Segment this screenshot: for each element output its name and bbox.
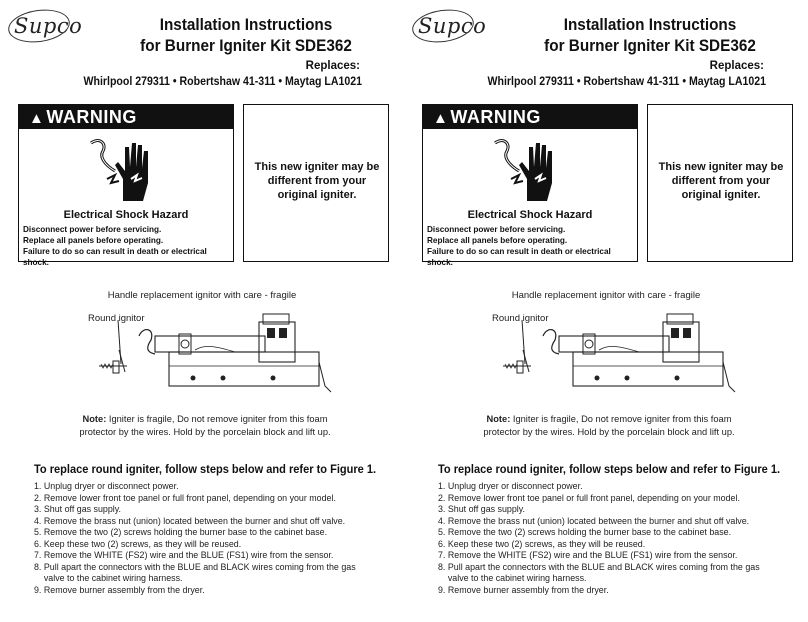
- replaces-label: Replaces:: [709, 60, 764, 72]
- page-title: Installation Instructions for Burner Igniter Kit SDE362: [140, 15, 352, 55]
- figure-caption: Handle replacement ignitor with care - fragile: [107, 290, 297, 301]
- shock-hazard-hand-icon: [85, 135, 165, 205]
- step-item: 3. Shut off gas supply.: [438, 504, 525, 514]
- instruction-sheet-right: [404, 0, 808, 622]
- burner-assembly-illustration: [499, 306, 739, 402]
- igniter-notice-text: This new igniter may be different from your original igniter.: [254, 161, 380, 201]
- figure-caption: Handle replacement ignitor with care - fragile: [511, 290, 701, 301]
- step-item: 2. Remove lower front toe panel or full front panel, depending on your model.: [438, 492, 740, 503]
- step-item: 8. Pull apart the connectors with the BLUE and BLACK wires coming from the gas: [438, 561, 760, 572]
- step-item: 7. Remove the WHITE (FS2) wire and the BLUE (FS1) wire from the sensor.: [34, 550, 334, 560]
- supco-logo: Supco: [418, 14, 486, 38]
- round-ignitor-label: Round ignitor: [492, 313, 549, 324]
- replaced-models: Whirlpool 279311 • Robertshaw 41-311 • Maytag LA1021: [487, 76, 766, 88]
- step-item: 5. Remove the two (2) screws holding the burner base to the cabinet base.: [438, 527, 732, 537]
- warning-banner: ▲ WARNING: [423, 105, 637, 129]
- warning-triangle-icon: ▲: [433, 110, 449, 127]
- hazard-title: Electrical Shock Hazard: [63, 209, 189, 221]
- fragile-note: Note: Igniter is fragile, Do not remove igniter from this foam protector by the wires. Hold by the porcelain block and lift up.: [79, 414, 331, 437]
- step-item: 6. Keep these two (2) screws, as they will be reused.: [438, 538, 646, 549]
- step-item: 1. Unplug dryer or disconnect power.: [438, 481, 583, 491]
- page-title: Installation Instructions for Burner Igniter Kit SDE362: [544, 15, 756, 55]
- step-item: 4. Remove the brass nut (union) located between the burner and shut off valve.: [34, 515, 346, 526]
- warning-box: [422, 104, 638, 267]
- igniter-notice-text: This new igniter may be different from your original igniter.: [658, 161, 784, 201]
- shock-hazard-hand-icon: [489, 135, 569, 205]
- replacement-steps: [438, 481, 806, 596]
- step-item: 8. Pull apart the connectors with the BLUE and BLACK wires coming from the gas: [34, 561, 356, 572]
- warning-triangle-icon: ▲: [29, 110, 45, 127]
- warning-banner: ▲ WARNING: [19, 105, 233, 129]
- step-item: 4. Remove the brass nut (union) located between the burner and shut off valve.: [438, 515, 750, 526]
- replaces-label: Replaces:: [305, 60, 360, 72]
- step-item: 5. Remove the two (2) screws holding the burner base to the cabinet base.: [34, 527, 328, 537]
- steps-heading: To replace round igniter, follow steps below and refer to Figure 1.: [34, 464, 377, 476]
- igniter-notice-box: [647, 104, 793, 262]
- hazard-instructions: Disconnect power before servicing. Replace all panels before operating. Failure to do so can result in death or electrical shock.: [23, 225, 207, 267]
- step-item: 1. Unplug dryer or disconnect power.: [34, 481, 179, 491]
- round-ignitor-label: Round ignitor: [88, 313, 145, 324]
- step-item: 9. Remove burner assembly from the dryer.: [34, 584, 205, 595]
- supco-logo: Supco: [14, 14, 82, 38]
- burner-assembly-illustration: [95, 306, 335, 402]
- step-item: 3. Shut off gas supply.: [34, 504, 121, 514]
- step-item: 9. Remove burner assembly from the dryer.: [438, 584, 609, 595]
- warning-box: [18, 104, 234, 267]
- replaced-models: Whirlpool 279311 • Robertshaw 41-311 • Maytag LA1021: [83, 76, 362, 88]
- igniter-notice-box: [243, 104, 389, 262]
- replacement-steps: [34, 481, 402, 596]
- fragile-note: Note: Igniter is fragile, Do not remove igniter from this foam protector by the wires. Hold by the porcelain block and lift up.: [483, 414, 735, 437]
- step-item: 7. Remove the WHITE (FS2) wire and the BLUE (FS1) wire from the sensor.: [438, 550, 738, 560]
- step-item: 6. Keep these two (2) screws, as they will be reused.: [34, 538, 242, 549]
- steps-heading: To replace round igniter, follow steps below and refer to Figure 1.: [438, 464, 781, 476]
- step-item: valve to the cabinet wiring harness.: [34, 573, 183, 583]
- hazard-title: Electrical Shock Hazard: [467, 209, 593, 221]
- step-item: valve to the cabinet wiring harness.: [438, 573, 587, 583]
- step-item: 2. Remove lower front toe panel or full front panel, depending on your model.: [34, 492, 336, 503]
- hazard-instructions: Disconnect power before servicing. Replace all panels before operating. Failure to do so can result in death or electrical shock.: [427, 225, 611, 267]
